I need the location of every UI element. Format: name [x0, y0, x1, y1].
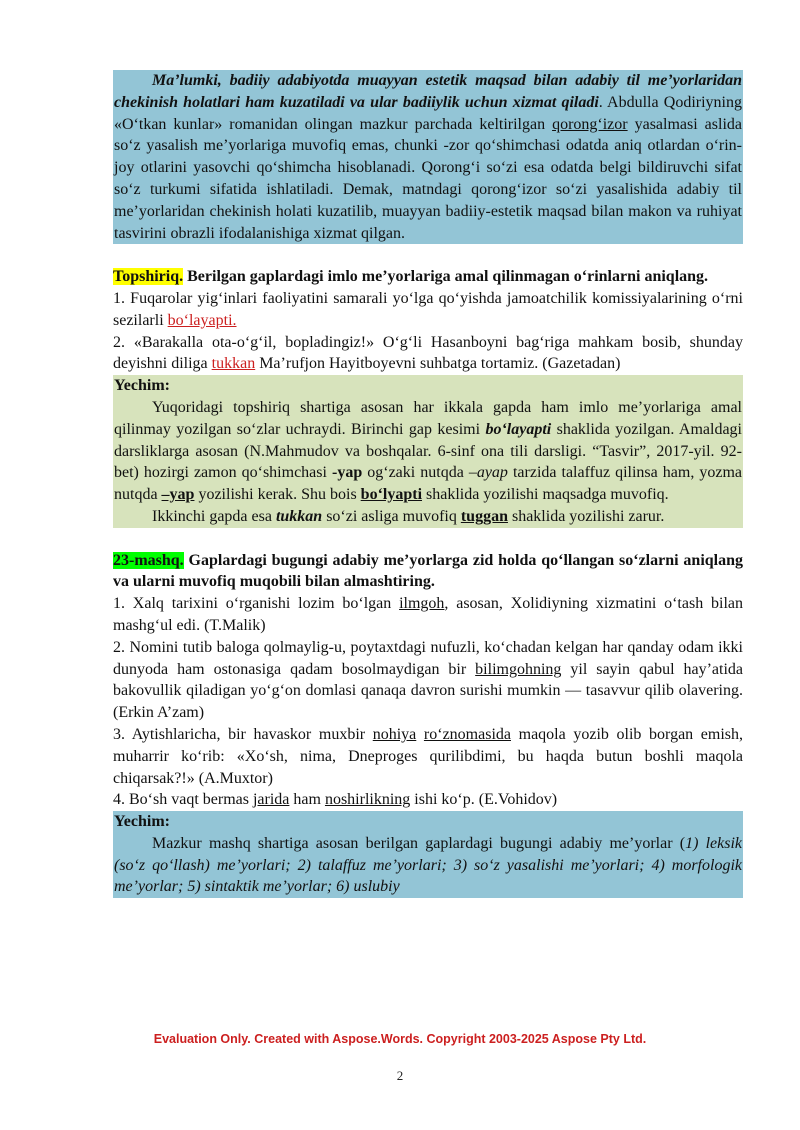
error-word-tukkan: tukkan — [211, 355, 256, 373]
qorongizor-word: qorong‘izor — [552, 115, 628, 133]
spacer — [113, 244, 743, 266]
task-sentence-1: 1. Fuqarolar yig‘inlari faoliyatini samarali yo‘lga qo‘yishda jamoatchilik komissiyalarining o‘rni sezilarli bo‘layapti. — [113, 289, 743, 329]
solution-paragraph-3: Mazkur mashq shartiga asosan berilgan gaplardagi bugungi adabiy me’yorlar (1) leksik (so‘z qo‘llash) me’yorlari; 2) talaffuz me’yorlari; 3) so‘z yasalishi me’yorlari; 4) morfologik me’yorlar; 5) sintaktik me’yorlar; 6) uslubiy — [114, 834, 743, 896]
exercise-sentence-4: 4. Bo‘sh vaqt bermas jarida ham noshirlikning ishi ko‘p. (E.Vohidov) — [113, 791, 558, 809]
exercise-section — [113, 550, 743, 812]
exercise-sentence-3: 3. Aytishlaricha, bir havaskor muxbir nohiya ro‘znomasida maqola yozib olib borgan emish, muharrir ko‘rib: «Xo‘sh, nima, Dneproges qurilibdimi, bu haqda butun boshli maqola chiqarsak?!» (A.Muxtor) — [113, 725, 744, 787]
intro-paragraph: Ma’lumki, badiiy adabiyotda muayyan estetik maqsad bilan adabiy til me’yorlaridan chekinish holatlari ham kuzatiladi va ular badiiylik uchun xizmat qiladi. Abdulla Qodiriyning «O‘tkan kunlar» romanidan olingan mazkur parchada keltirilgan qorong‘izor yasalmasi aslida so‘z yasalish me’yorlariga muvofiq emas, chunki -zor qo‘shimchasi odatda aniq otlardan o‘rin-joy otlarini yasovchi qo‘shimcha hisoblanadi. Qorong‘i so‘zi esa odatda belgi bildiruvchi sifat so‘z turkumi sifatida ishlatiladi. Demak, matndagi qorong‘izor so‘zi yasalishida adabiy til me’yorlaridan chekinish holati kuzatilib, muayyan badiiy-estetik maqsad bilan makon va ruhiyat tasvirini obrazli ifodalanishiga xizmat qilgan. — [114, 72, 742, 242]
exercise-title: Gaplardagi bugungi adabiy me’yorlarga zid holda qo‘llangan so‘zlarni aniqlang va ularni muvofiq muqobili bilan almashtiring. — [113, 551, 743, 591]
task-sentence-2: 2. «Barakalla ota-o‘g‘il, bopladingiz!» O‘g‘li Hasanboyni bag‘riga mahkam bosib, shunday deyishni diliga tukkan Ma’rufjon Hayitboyevni suhbatga tortamiz. (Gazetadan) — [113, 333, 743, 373]
solution-heading: Yechim: — [114, 377, 170, 395]
solution-box-2 — [113, 811, 743, 898]
exercise-sentence-1: 1. Xalq tarixini o‘rganishi lozim bo‘lgan ilmgoh, asosan, Xolidiyning xizmatini o‘tash bilan mashg‘ul edi. (T.Malik) — [113, 595, 743, 634]
intro-bold-italic: Ma’lumki, badiiy adabiyotda muayyan estetik maqsad bilan adabiy til me’yorlaridan chekinish holatlari ham kuzatiladi va ular badiiylik uchun xizmat qiladi — [114, 72, 742, 111]
solution-paragraph-1: Yuqoridagi topshiriq shartiga asosan har ikkala gapda ham imlo me’yorlariga amal qilinmay yozilgan so‘zlar uchraydi. Birinchi gap kesimi bo‘layapti shaklida yozilgan. Amaldagi darsliklarga asosan (N.Mahmudov va boshqalar. 6-sinf ona tili darsligi. “Tasvir”, 2017-yil. 92-bet) hozirgi zamon qo‘shimchasi -yap og‘zaki nutqda –ayap tarzida talaffuz qilinsa ham, yozma nutqda –yap yozilishi kerak. Shu bois bo‘lyapti shaklida yozilishi maqsadga muvofiq. — [114, 398, 743, 504]
task-title: Berilgan gaplardagi imlo me’yorlariga amal qilinmagan o‘rinlarni aniqlang. — [183, 268, 709, 286]
page-number: 2 — [396, 1068, 404, 1083]
solution-paragraph-2: Ikkinchi gapda esa tukkan so‘zi asliga muvofiq tuggan shaklida yozilishi zarur. — [152, 507, 665, 525]
task-section — [113, 266, 743, 375]
intro-box — [113, 70, 743, 244]
document-page — [113, 70, 743, 898]
solution-heading: Yechim: — [114, 813, 170, 831]
evaluation-notice: Evaluation Only. Created with Aspose.Words. Copyright 2003-2025 Aspose Pty Ltd. — [153, 1032, 647, 1046]
solution-box-1 — [113, 375, 743, 528]
exercise-sentence-2: 2. Nomini tutib baloga qolmaylig-u, poytaxtdagi nufuzli, ko‘chadan kelgan har qanday odam ikki dunyoda ham ostonasiga qadam bosolmaydigan bir bilimgohning yil sayin qabul hay’atida bakovullik qiladigan yo‘g‘on domlasi qanaqa davron surishi mumkin — tasavvur qilib olavering. (Erkin A’zam) — [113, 638, 743, 722]
exercise-label: 23-mashq. — [113, 551, 184, 569]
task-label: Topshiriq. — [113, 268, 184, 286]
exercise-heading — [113, 550, 743, 594]
spacer — [113, 528, 743, 550]
task-heading — [113, 266, 743, 288]
error-word-bolayapti: bo‘layapti. — [167, 311, 237, 329]
